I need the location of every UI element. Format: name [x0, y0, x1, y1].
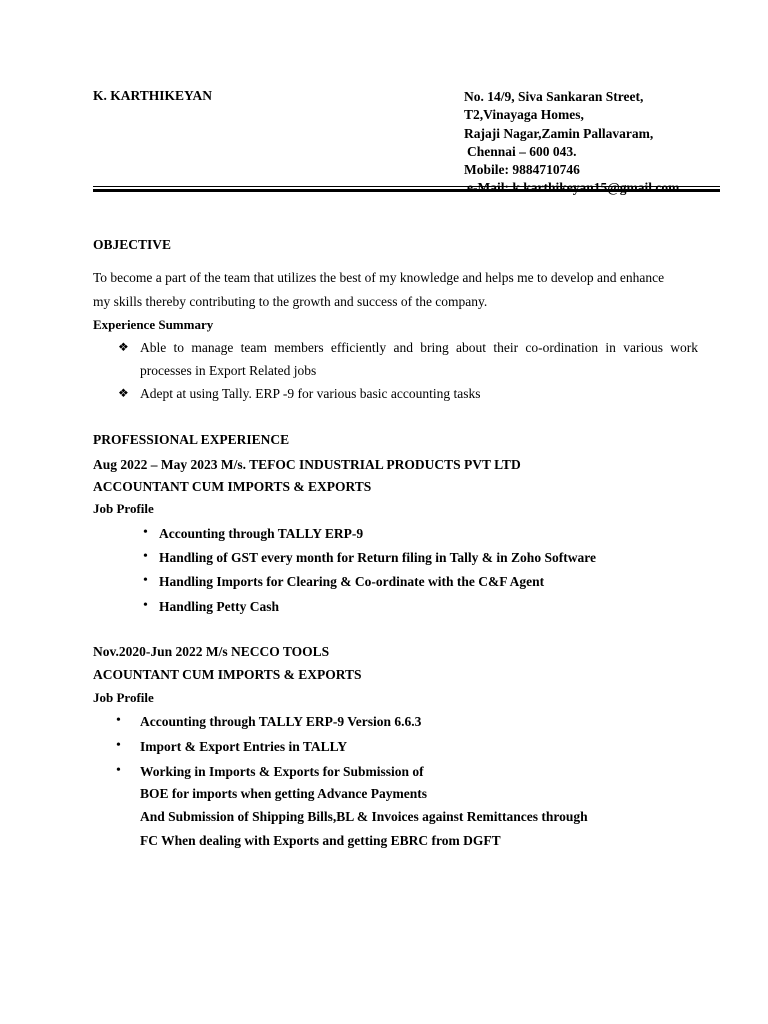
job-role: ACCOUNTANT CUM IMPORTS & EXPORTS	[93, 479, 372, 494]
header-divider-thin	[93, 186, 720, 187]
bullet-dot-icon: •	[116, 738, 121, 753]
objective-text-line: my skills thereby contributing to the growth and success of the company.	[93, 294, 488, 309]
job-duty: Import & Export Entries in TALLY	[140, 739, 348, 754]
contact-address-block	[464, 88, 679, 198]
summary-item-line: Adept at using Tally. ERP -9 for various basic accounting tasks	[140, 386, 481, 401]
job-duty: Accounting through TALLY ERP-9	[159, 526, 364, 541]
address-line: T2,Vinayaga Homes,	[464, 107, 584, 123]
job-profile-heading: Job Profile	[93, 690, 154, 705]
job-profile-heading: Job Profile	[93, 501, 154, 516]
job-period-company: Aug 2022 – May 2023 M/s. TEFOC INDUSTRIAL PRODUCTS PVT LTD	[93, 457, 521, 472]
objective-heading: OBJECTIVE	[93, 237, 172, 252]
job-duty-continuation: BOE for imports when getting Advance Payments	[140, 786, 427, 801]
job-role: ACOUNTANT CUM IMPORTS & EXPORTS	[93, 667, 362, 682]
diamond-bullet-icon: ❖	[118, 386, 129, 400]
bullet-dot-icon: •	[143, 598, 148, 613]
summary-item-line: Able to manage team members efficiently and bring about their co-ordination in various work	[140, 340, 698, 355]
mobile-line: Mobile: 9884710746	[464, 162, 580, 178]
job-duty: Working in Imports & Exports for Submission of	[140, 764, 424, 779]
address-line: No. 14/9, Siva Sankaran Street,	[464, 89, 644, 104]
bullet-dot-icon: •	[116, 763, 121, 778]
job-duty-continuation: FC When dealing with Exports and getting EBRC from DGFT	[140, 833, 501, 848]
address-line: Rajaji Nagar,Zamin Pallavaram,	[464, 125, 654, 141]
experience-summary-heading: Experience Summary	[93, 317, 214, 332]
bullet-dot-icon: •	[116, 713, 121, 728]
job-duty: Handling of GST every month for Return filing in Tally & in Zoho Software	[159, 550, 596, 565]
job-duty: Handling Petty Cash	[159, 599, 280, 614]
email-line: e-Mail: k.karthikeyan15@gmail.com	[467, 180, 680, 196]
job-period-company: Nov.2020-Jun 2022 M/s NECCO TOOLS	[93, 644, 330, 659]
job-duty-continuation: And Submission of Shipping Bills,BL & Invoices against Remittances through	[140, 809, 588, 824]
header-divider-thick	[93, 189, 720, 192]
address-line: Chennai – 600 043.	[467, 143, 577, 159]
bullet-dot-icon: •	[143, 573, 148, 588]
job-duty: Handling Imports for Clearing & Co-ordinate with the C&F Agent	[159, 574, 545, 589]
summary-item-line: processes in Export Related jobs	[140, 363, 317, 378]
professional-experience-heading: PROFESSIONAL EXPERIENCE	[93, 432, 290, 447]
diamond-bullet-icon: ❖	[118, 340, 129, 354]
bullet-dot-icon: •	[143, 525, 148, 540]
objective-text-line: To become a part of the team that utilizes the best of my knowledge and helps me to develop and enhance	[93, 270, 665, 285]
bullet-dot-icon: •	[143, 549, 148, 564]
job-duty: Accounting through TALLY ERP-9 Version 6.6.3	[140, 714, 422, 729]
candidate-name: K. KARTHIKEYAN	[93, 88, 213, 103]
